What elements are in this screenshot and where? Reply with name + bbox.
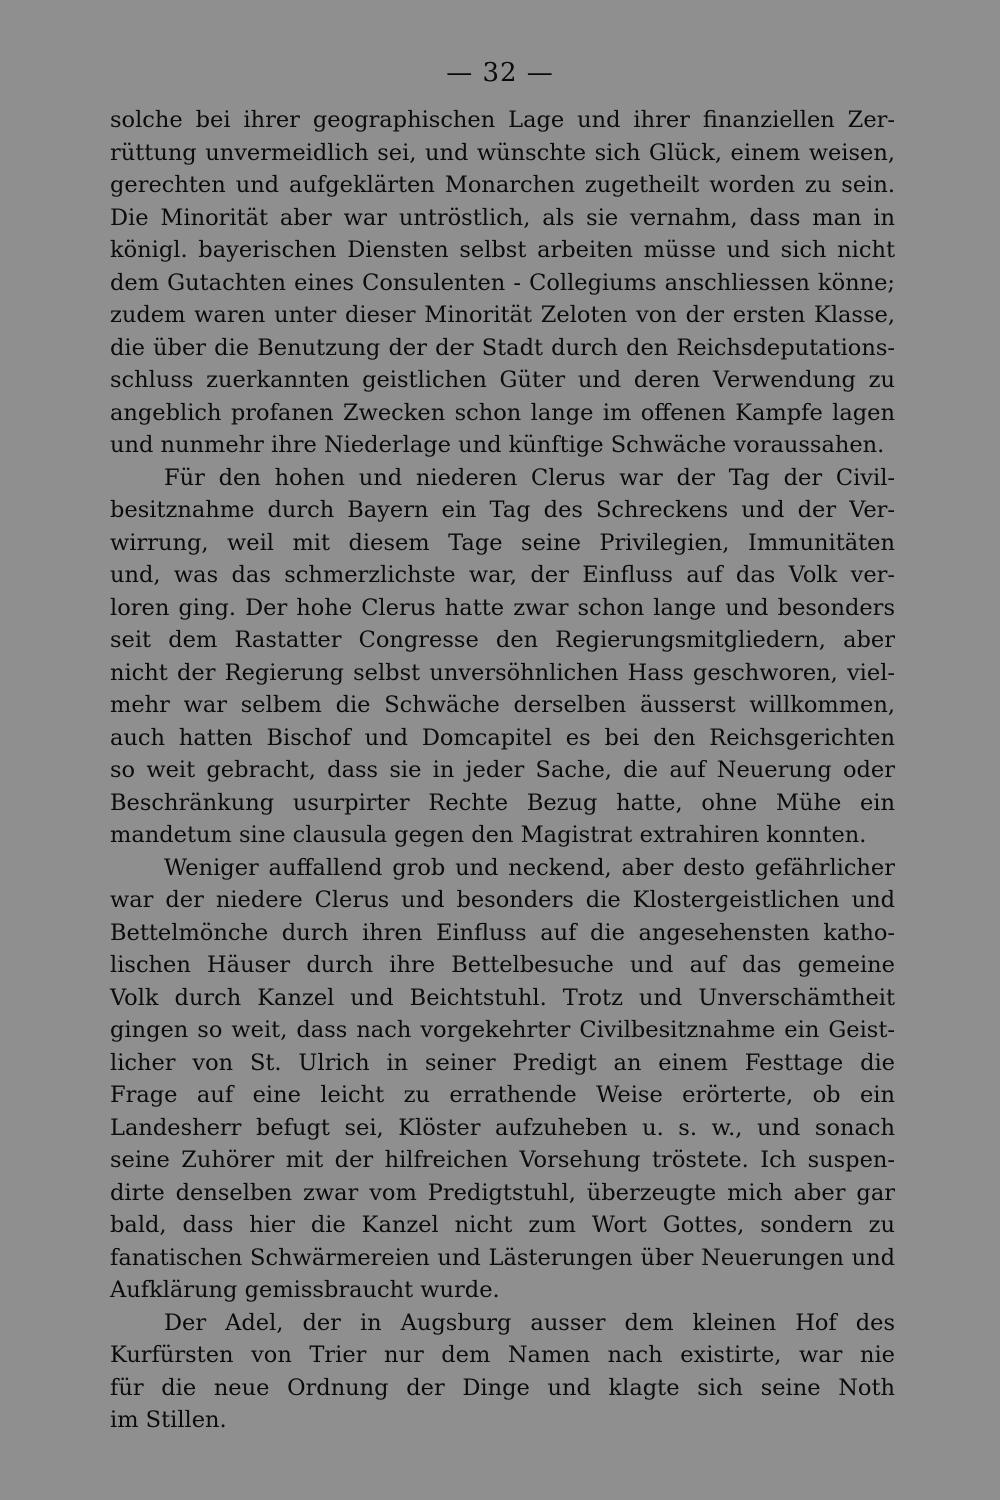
text-line: Landesherr befugt sei, Klöster aufzuheben u. s. w., und sonach <box>110 1114 895 1141</box>
paragraph <box>110 852 895 1307</box>
text-line: loren ging. Der hohe Clerus hatte zwar schon lange und besonders <box>110 594 895 621</box>
body-text <box>110 104 895 1437</box>
text-line: auch hatten Bischof und Domcapitel es bei den Reichsgerichten <box>110 724 895 751</box>
text-line: Der Adel, der in Augsburg ausser dem kleinen Hof des <box>164 1309 895 1336</box>
text-line: Für den hohen und niederen Clerus war der Tag der Civil- <box>164 464 895 491</box>
paragraph <box>110 1307 895 1437</box>
text-line: gerechten und aufgeklärten Monarchen zugetheilt worden zu sein. <box>110 172 895 198</box>
text-line: seine Zuhörer mit der hilfreichen Vorsehung tröstete. Ich suspen- <box>110 1147 895 1173</box>
text-line: Kurfürsten von Trier nur dem Namen nach existirte, war nie <box>110 1342 895 1368</box>
text-line: Aufklärung gemissbraucht wurde. <box>110 1277 500 1303</box>
paragraph <box>110 104 895 462</box>
text-line: war der niedere Clerus und besonders die Klostergeistlichen und <box>110 887 895 913</box>
text-line: dem Gutachten eines Consulenten - Collegiums anschliessen könne; <box>110 269 895 296</box>
text-line: solche bei ihrer geographischen Lage und ihrer finanziellen Zer- <box>110 107 895 133</box>
text-line: besitznahme durch Bayern ein Tag des Schreckens und der Ver- <box>110 497 895 523</box>
paragraph <box>110 462 895 852</box>
text-line: königl. bayerischen Diensten selbst arbeiten müsse und sich nicht <box>110 237 895 263</box>
text-line: rüttung unvermeidlich sei, und wünschte sich Glück, einem weisen, <box>110 139 895 166</box>
text-line: bald, dass hier die Kanzel nicht zum Wort Gottes, sondern zu <box>110 1212 895 1238</box>
text-line: Beschränkung usurpirter Rechte Bezug hatte, ohne Mühe ein <box>110 789 895 816</box>
text-line: so weit gebracht, dass sie in jeder Sache, die auf Neuerung oder <box>110 757 895 783</box>
text-line: Volk durch Kanzel und Beichtstuhl. Trotz und Unverschämtheit <box>110 984 895 1011</box>
text-line: lischen Häuser durch ihre Bettelbesuche und auf das gemeine <box>110 952 895 978</box>
text-line: schluss zuerkannten geistlichen Güter und deren Verwendung zu <box>110 367 895 393</box>
text-line: mehr war selbem die Schwäche derselben äusserst willkommen, <box>110 692 895 718</box>
text-line: nicht der Regierung selbst unversöhnlichen Hass geschworen, viel- <box>110 659 895 686</box>
text-line: gingen so weit, dass nach vorgekehrter Civilbesitznahme ein Geist- <box>110 1017 895 1043</box>
text-line: wirrung, weil mit diesem Tage seine Privilegien, Immunitäten <box>110 529 895 556</box>
page-number: — 32 — <box>446 58 554 88</box>
text-line: Weniger auffallend grob und neckend, aber desto gefährlicher <box>164 854 895 881</box>
text-line: die über die Benutzung der der Stadt durch den Reichsdeputations- <box>110 334 895 361</box>
text-line: angeblich profanen Zwecken schon lange im offenen Kampfe lagen <box>110 399 895 426</box>
text-line: zudem waren unter dieser Minorität Zeloten von der ersten Klasse, <box>110 302 895 328</box>
text-line: licher von St. Ulrich in seiner Predigt an einem Festtage die <box>110 1049 895 1076</box>
text-line: für die neue Ordnung der Dinge und klagte sich seine Noth <box>110 1374 895 1401</box>
text-line: und nunmehr ihre Niederlage und künftige Schwäche voraussahen. <box>110 432 885 458</box>
text-line: Bettelmönche durch ihren Einfluss auf die angesehensten katho- <box>110 919 895 946</box>
text-line: Frage auf eine leicht zu errathende Weise erörterte, ob ein <box>110 1082 895 1108</box>
text-line: seit dem Rastatter Congresse den Regierungsmitgliedern, aber <box>110 627 895 653</box>
text-line: dirte denselben zwar vom Predigtstuhl, überzeugte mich aber gar <box>110 1179 895 1206</box>
text-line: mandetum sine clausula gegen den Magistrat extrahiren konnten. <box>110 822 867 848</box>
text-line: Die Minorität aber war untröstlich, als sie vernahm, dass man in <box>110 204 895 231</box>
text-line: und, was das schmerzlichste war, der Einfluss auf das Volk ver- <box>110 562 895 588</box>
text-line: fanatischen Schwärmereien und Lästerungen über Neuerungen und <box>110 1244 895 1271</box>
text-line: im Stillen. <box>110 1407 227 1433</box>
